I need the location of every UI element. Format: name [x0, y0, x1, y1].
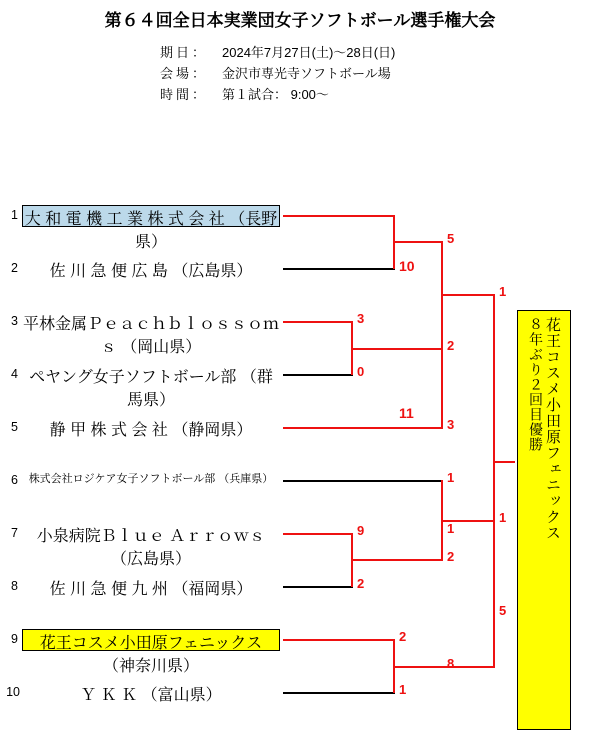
- champion-subtitle: ８年ぶり２回目優勝: [528, 317, 544, 452]
- score-r1-m4-bottom: 1: [399, 682, 407, 697]
- score-r3-lower-bottom: 5: [499, 603, 507, 618]
- r2-m2-top-line: [351, 348, 443, 350]
- info-label-time: 時間：: [160, 87, 209, 102]
- score-r2-m1: 5: [447, 231, 455, 246]
- r1-m1-bottom-line: [283, 268, 395, 270]
- seed-7: 7: [11, 526, 18, 540]
- champion-name: 花王コスメ小田原フェニックス: [544, 317, 561, 541]
- r2-m4-line: [393, 666, 443, 668]
- score-r3-upper: 1: [499, 284, 507, 299]
- r1-m3-bottom-line: [283, 586, 353, 588]
- r2-m2-bottom-line: [283, 427, 443, 429]
- page-title: 第６４回全日本実業団女子ソフトボール選手権大会: [104, 11, 496, 30]
- score-r1-m3-bottom: 2: [357, 576, 365, 591]
- info-value-date: 2024年7月27日(土)〜28日(日): [222, 45, 396, 60]
- r2-m1-top-line: [393, 241, 443, 243]
- seed-5: 5: [11, 420, 18, 434]
- team-2: 佐 川 急 便 広 島 （広島県）: [49, 263, 253, 280]
- r1-m4-bottom-line: [283, 692, 395, 694]
- score-r1-m2-top: 3: [357, 311, 365, 326]
- r2-m3-top-line: [283, 480, 443, 482]
- score-r2-m3-mid: 1: [447, 521, 455, 536]
- team-4: ペヤング女子ソフトボール部 （群馬県）: [29, 369, 273, 409]
- team-8: 佐 川 急 便 九 州 （福岡県）: [49, 581, 253, 598]
- event-info: [160, 42, 395, 105]
- seed-6: 6: [11, 473, 18, 487]
- champion-box: [517, 310, 571, 730]
- info-row-venue: [160, 63, 395, 84]
- seed-2: 2: [11, 261, 18, 275]
- r3-upper-line: [441, 294, 495, 296]
- info-value-time: 第１試合： 9:00〜: [222, 87, 329, 102]
- team-1: 大 和 電 機 工 業 株 式 会 社 （長野県）: [22, 205, 280, 227]
- r1-m1-top-line: [283, 215, 395, 217]
- final-join: [493, 294, 495, 594]
- r1-m2-bottom-line: [283, 374, 353, 376]
- seed-8: 8: [11, 579, 18, 593]
- r1-m3-top-line: [283, 533, 353, 535]
- seed-3: 3: [11, 314, 18, 328]
- team-3: 平林金属Ｐｅａｃｈｂｌｏｓｓｏｍｓ （岡山県）: [22, 316, 279, 356]
- team-10: Ｙ Ｋ Ｋ （富山県）: [80, 687, 222, 704]
- score-r2-m2-bottom: 3: [447, 417, 455, 432]
- r2-m3-bottom-line: [351, 559, 443, 561]
- score-r1-m1-bottom: 10: [399, 258, 415, 274]
- score-r2-m3-top: 1: [447, 470, 455, 485]
- team-9: 花王コスメ小田原フェニックス （神奈川県）: [22, 629, 280, 651]
- score-r3-lower-top: 1: [499, 510, 507, 525]
- score-r2-m3-bottom: 2: [447, 549, 455, 564]
- info-row-time: [160, 84, 395, 105]
- team-7: 小泉病院Ｂｌｕｅ Ａｒｒｏｗｓ （広島県）: [36, 528, 266, 568]
- info-value-venue: 金沢市専光寺ソフトボール場: [222, 66, 391, 81]
- seed-1: 1: [11, 208, 18, 222]
- seed-4: 4: [11, 367, 18, 381]
- r1-m2-top-line: [283, 321, 353, 323]
- score-r2-m2-top: 2: [447, 338, 455, 353]
- info-row-date: [160, 42, 395, 63]
- team-5: 静 甲 株 式 会 社 （静岡県）: [49, 422, 253, 439]
- seed-9: 9: [11, 632, 18, 646]
- info-label-venue: 会場：: [160, 66, 209, 81]
- info-label-date: 期日：: [160, 45, 209, 60]
- score-r1-m3-top: 9: [357, 523, 365, 538]
- score-r1-m4-top: 2: [399, 629, 407, 644]
- tournament-bracket: [0, 190, 600, 719]
- final-line: [493, 461, 515, 463]
- seed-10: 10: [6, 685, 20, 699]
- score-r1-m1-top: 11: [399, 405, 414, 421]
- r1-m4-top-line: [283, 639, 395, 641]
- team-6: 株式会社ロジケア女子ソフトボール部 （兵庫県）: [28, 473, 274, 485]
- r2-m2-join: [441, 348, 443, 428]
- score-r1-m2-bottom: 0: [357, 364, 365, 379]
- score-r2-m4: 8: [447, 656, 455, 671]
